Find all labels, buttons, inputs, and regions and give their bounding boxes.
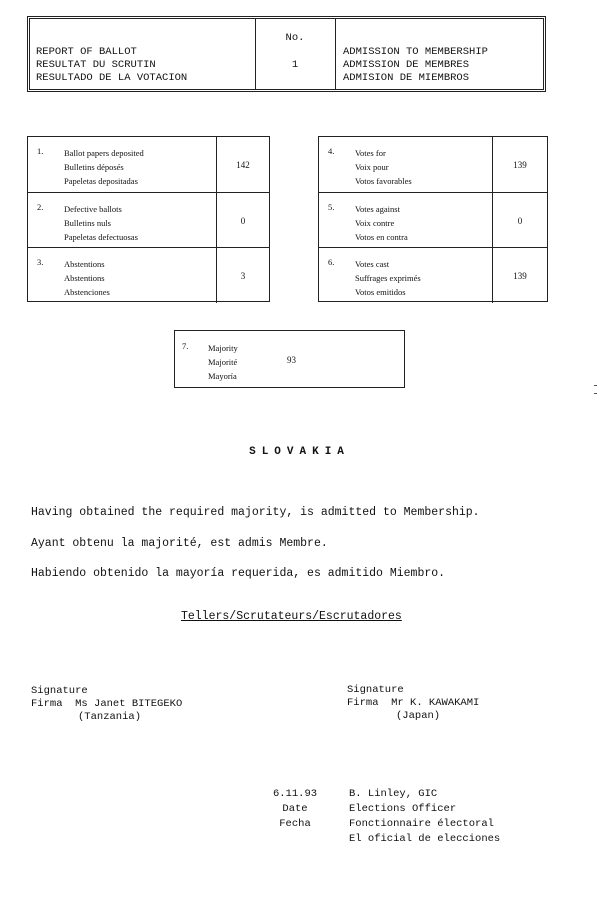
item-label-en: Votes cast	[355, 259, 390, 269]
report-number-value: 1	[291, 59, 299, 71]
date-label: Date	[282, 803, 308, 815]
ballot-row	[28, 247, 269, 303]
item-label-es: Abstenciones	[64, 287, 110, 297]
report-subject-fr: ADMISSION DE MEMBRES	[343, 59, 470, 71]
item-number: 4.	[328, 146, 335, 156]
item-label-en: Votes for	[355, 148, 386, 158]
item-label-en: Abstentions	[64, 259, 105, 269]
date-value: 6.11.93	[272, 788, 318, 800]
firma-label: Firma	[347, 697, 379, 709]
report-title-fr: RESULTAT DU SCRUTIN	[36, 59, 156, 71]
ballot-row	[319, 137, 547, 192]
item-label-en: Ballot papers deposited	[64, 148, 144, 158]
item-label-fr: Bulletins nuls	[64, 218, 111, 228]
teller-right	[347, 684, 479, 723]
item-value: 139	[492, 137, 547, 192]
officer-block	[349, 787, 500, 847]
statement-fr: Ayant obtenu la majorité, est admis Membre.	[31, 537, 328, 550]
majority-number: 7.	[182, 341, 189, 351]
ballot-row	[319, 247, 547, 303]
item-label-fr: Suffrages exprimés	[355, 273, 421, 283]
scan-mark	[594, 385, 597, 386]
officer-title-fr: Fonctionnaire électoral	[349, 818, 494, 830]
item-number: 6.	[328, 257, 335, 267]
majority-value: 93	[287, 355, 296, 365]
report-title-en: REPORT OF BALLOT	[36, 46, 137, 58]
ballot-report-header	[27, 16, 546, 92]
item-label-fr: Voix pour	[355, 162, 389, 172]
report-number-cell	[255, 19, 336, 89]
item-label-es: Votos en contra	[355, 232, 408, 242]
report-title-es: RESULTADO DE LA VOTACION	[36, 72, 188, 84]
item-number: 5.	[328, 202, 335, 212]
item-label-fr: Abstentions	[64, 273, 105, 283]
item-label-es: Papeletas defectuosas	[64, 232, 138, 242]
teller-country: (Japan)	[396, 710, 441, 722]
signature-label: Signature	[31, 685, 88, 697]
majority-label-en: Majority	[208, 343, 238, 353]
item-label-en: Votes against	[355, 204, 400, 214]
teller-name: Ms Janet BITEGEKO	[75, 698, 183, 710]
item-label-en: Defective ballots	[64, 204, 122, 214]
item-label-es: Papeletas depositadas	[64, 176, 138, 186]
officer-name: B. Linley, GIC	[349, 788, 438, 800]
item-number: 2.	[37, 202, 44, 212]
signature-label: Signature	[347, 684, 404, 696]
report-title-cell	[30, 19, 256, 89]
ballot-row	[28, 192, 269, 248]
fecha-label: Fecha	[279, 818, 311, 830]
item-label-fr: Voix contre	[355, 218, 395, 228]
report-subject-en: ADMISSION TO MEMBERSHIP	[343, 46, 488, 58]
ballot-row	[28, 137, 269, 192]
item-label-es: Votos favorables	[355, 176, 412, 186]
teller-left	[31, 685, 182, 724]
report-subject-cell	[335, 19, 543, 89]
date-block	[266, 787, 324, 832]
majority-box	[174, 330, 405, 388]
item-value: 142	[216, 137, 269, 192]
item-label-fr: Bulletins déposés	[64, 162, 124, 172]
item-number: 3.	[37, 257, 44, 267]
officer-title-es: El oficial de elecciones	[349, 833, 501, 845]
country-name: SLOVAKIA	[249, 446, 350, 458]
teller-country: (Tanzania)	[78, 711, 142, 723]
ballot-counts-right	[318, 136, 548, 302]
scan-mark	[594, 393, 597, 394]
officer-title-en: Elections Officer	[349, 803, 457, 815]
report-subject-es: ADMISION DE MIEMBROS	[343, 72, 470, 84]
teller-name: Mr K. KAWAKAMI	[391, 697, 480, 709]
majority-label-es: Mayoría	[208, 371, 237, 381]
majority-label-fr: Majorité	[208, 357, 238, 367]
item-value: 139	[492, 248, 547, 303]
tellers-heading: Tellers/Scrutateurs/Escrutadores	[181, 610, 402, 623]
item-value: 3	[216, 248, 269, 303]
item-value: 0	[216, 193, 269, 248]
report-number-label: No.	[285, 32, 305, 44]
ballot-row	[319, 192, 547, 248]
ballot-counts-left	[27, 136, 270, 302]
item-number: 1.	[37, 146, 44, 156]
statement-es: Habiendo obtenido la mayoría requerida, es admitido Miembro.	[31, 567, 446, 580]
statement-en: Having obtained the required majority, is admitted to Membership.	[31, 506, 480, 519]
firma-label: Firma	[31, 698, 63, 710]
item-value: 0	[492, 193, 547, 248]
item-label-es: Votos emitidos	[355, 287, 406, 297]
